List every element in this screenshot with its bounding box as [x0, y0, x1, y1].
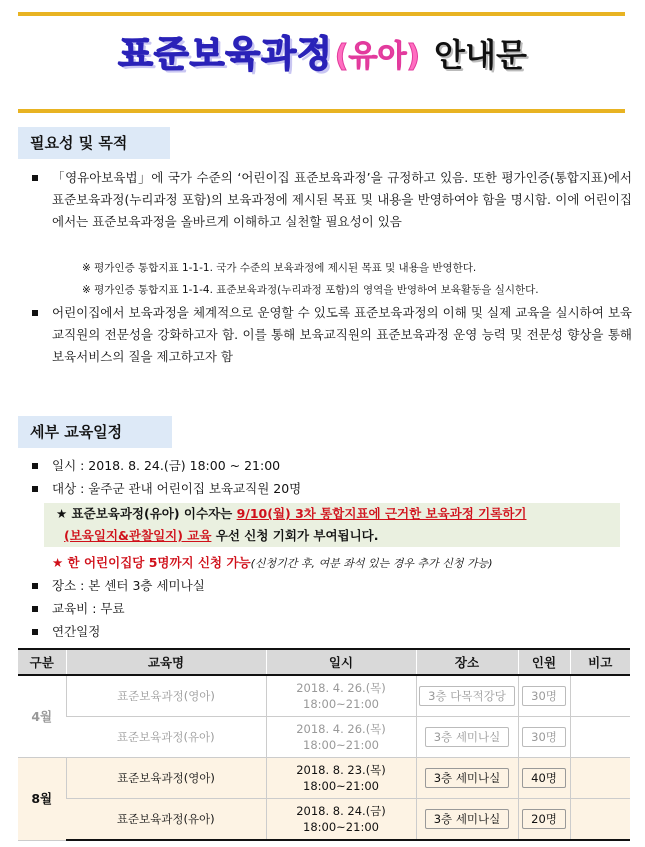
- month-cell: 8월: [18, 758, 66, 841]
- course-datetime: 2018. 8. 24.(금) 18:00~21:00: [266, 799, 416, 841]
- header-note: 비고: [570, 649, 630, 675]
- limit-notice-note: (신청기간 후, 여분 좌석 있는 경우 추가 신청 가능): [250, 557, 493, 570]
- course-name: 표준보육과정(유아): [66, 799, 266, 841]
- course-note: [570, 675, 630, 717]
- schedule-annual: 연간일정: [26, 621, 632, 643]
- course-count: 40명: [518, 758, 570, 799]
- priority-notice: [44, 503, 620, 547]
- table-row: [18, 799, 630, 841]
- course-note: [570, 717, 630, 758]
- course-note: [570, 799, 630, 841]
- schedule-target: 대상 : 울주군 관내 어린이집 보육교직원 20명: [26, 478, 632, 500]
- title-main: 표준보육과정: [118, 34, 333, 75]
- document-title: [0, 26, 645, 77]
- course-place: 3층 세미나실: [416, 717, 518, 758]
- table-header-row: [18, 649, 630, 675]
- schedule-date: 일시 : 2018. 8. 24.(금) 18:00 ~ 21:00: [26, 455, 632, 477]
- course-name: 표준보육과정(유아): [66, 717, 266, 758]
- bullet-text: 어린이집에서 보육과정을 체계적으로 운영할 수 있도록 표준보육과정의 이해 및 실제 교육을 실시하여 보육교직원의 전문성을 강화하고자 함. 이를 통해 보육교직원의 표준보육과정 운영 능력 및 전문성 향상을 통해 보육서비스의 질을 제고하고자 함: [26, 302, 632, 368]
- bullet-text: 「영유아보육법」에 국가 수준의 ‘어린이집 표준보육과정’을 규정하고 있음. 또한 평가인증(통합지표)에서 표준보육과정(누리과정 포함)의 보육과정에 제시된 목표 및 내용을 반영하여야 함을 명시함. 이에 어린이집에서는 표준보육과정을 올바르게 이해하고 실천할 필요성이 있음: [26, 167, 632, 233]
- notice-highlight-b: (보육일지&관찰일지) 교육: [64, 528, 212, 543]
- course-place: 3층 세미나실: [416, 758, 518, 799]
- section-heading-purpose: 필요성 및 목적: [18, 127, 170, 159]
- course-datetime: 2018. 4. 26.(목) 18:00~21:00: [266, 675, 416, 717]
- table-row: [18, 758, 630, 799]
- course-place: 3층 다목적강당: [416, 675, 518, 717]
- course-count: 30명: [518, 717, 570, 758]
- course-count: 20명: [518, 799, 570, 841]
- course-note: [570, 758, 630, 799]
- schedule-fee: 교육비 : 무료: [26, 598, 632, 620]
- course-name: 표준보육과정(영아): [66, 758, 266, 799]
- notice-highlight-a: 9/10(월) 3차 통합지표에 근거한 보육과정 기록하기: [236, 506, 527, 521]
- bottom-divider: [18, 109, 625, 113]
- course-datetime: 2018. 8. 23.(목) 18:00~21:00: [266, 758, 416, 799]
- annual-schedule-table: [18, 648, 630, 841]
- section-heading-schedule: 세부 교육일정: [18, 416, 172, 448]
- top-divider: [18, 12, 625, 16]
- table-row: [18, 717, 630, 758]
- note-2: ※ 평가인증 통합지표 1-1-4. 표준보육과정(누리과정 포함)의 영역을 반영하여 보육활동을 실시한다.: [82, 284, 539, 296]
- header-datetime: 일시: [266, 649, 416, 675]
- table-row: [18, 675, 630, 717]
- course-count: 30명: [518, 675, 570, 717]
- course-datetime: 2018. 4. 26.(목) 18:00~21:00: [266, 717, 416, 758]
- schedule-place: 장소 : 본 센터 3층 세미나실: [26, 575, 632, 597]
- course-name: 표준보육과정(영아): [66, 675, 266, 717]
- limit-notice: [52, 552, 493, 575]
- purpose-bullet-2: [26, 302, 632, 368]
- notice-suffix: 우선 신청 기회가 부여됩니다.: [211, 528, 379, 543]
- month-cell: 4월: [18, 675, 66, 758]
- header-count: 인원: [518, 649, 570, 675]
- course-place: 3층 세미나실: [416, 799, 518, 841]
- notice-prefix: ★ 표준보육과정(유아) 이수자는: [56, 506, 237, 521]
- title-sub: (유아): [334, 39, 421, 74]
- header-course: 교육명: [66, 649, 266, 675]
- header-place: 장소: [416, 649, 518, 675]
- header-category: 구분: [18, 649, 66, 675]
- purpose-bullet-1: [26, 167, 632, 233]
- limit-notice-red: ★ 한 어린이집당 5명까지 신청 가능: [52, 555, 251, 570]
- title-tail: 안내문: [434, 36, 527, 74]
- note-1: ※ 평가인증 통합지표 1-1-1. 국가 수준의 보육과정에 제시된 목표 및 내용을 반영한다.: [82, 262, 477, 274]
